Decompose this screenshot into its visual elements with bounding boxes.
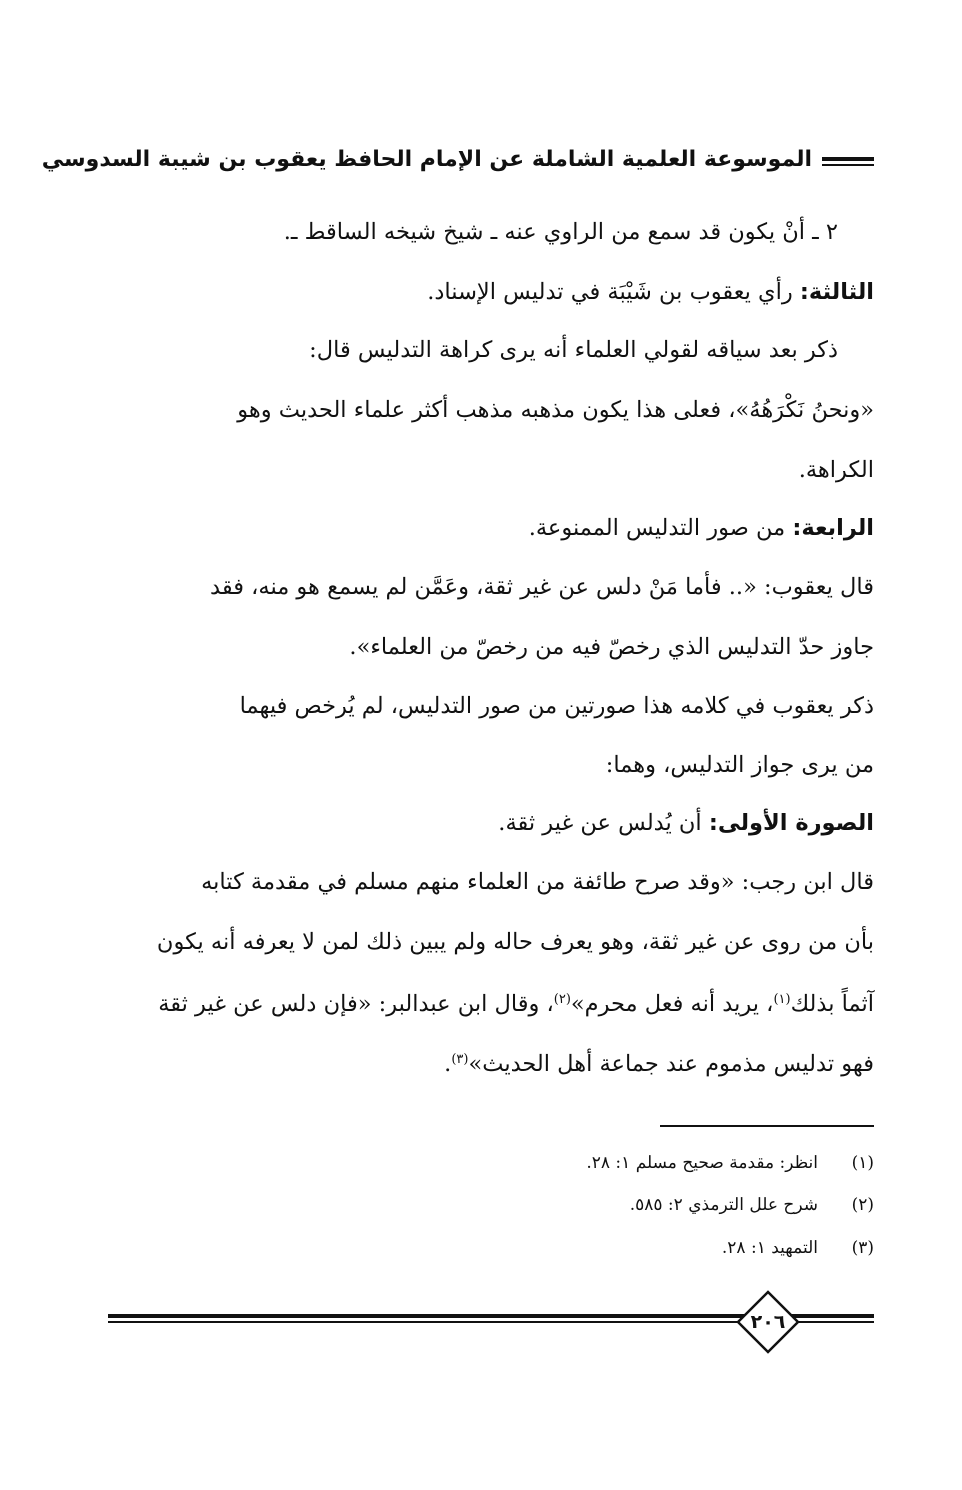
section-heading-third bbox=[427, 272, 874, 312]
footnote-text: انظر: مقدمة صحيح مسلم ١: ٢٨. bbox=[586, 1153, 818, 1173]
paragraph-line: الكراهة. bbox=[798, 457, 874, 483]
footnote-item bbox=[630, 1190, 874, 1220]
paragraph-line: قال ابن رجب: «وقد صرح طائفة من العلماء منهم مسلم في مقدمة كتابه bbox=[201, 869, 874, 895]
page-footer bbox=[108, 1290, 874, 1360]
paragraph-line: «ونحنُ نَكْرَهُهُ»، فعلى هذا يكون مذهبه مذهب أكثر علماء الحديث وهو bbox=[237, 397, 874, 423]
page-number: ٢٠٦ bbox=[750, 1311, 786, 1333]
footnote-ref-2[interactable]: (٢) bbox=[553, 992, 571, 1007]
heading-text: من صور التدليس الممنوعة. bbox=[528, 515, 793, 541]
footnote-number: (٣) bbox=[851, 1238, 874, 1258]
footnote-number: (١) bbox=[851, 1153, 874, 1173]
heading-label: الصورة الأولى: bbox=[708, 810, 874, 836]
paragraph-line: ذكر بعد سياقه لقولي العلماء أنه يرى كراهة التدليس قال: bbox=[309, 337, 838, 363]
paragraph-line: قال يعقوب: «.. فأما مَنْ دلس عن غير ثقة، وعَمَّن لم يسمع هو منه، فقد bbox=[210, 574, 874, 600]
section-heading-first-form bbox=[498, 803, 874, 843]
paragraph-line: جاوز حدّ التدليس الذي رخصّ فيه من رخصّ من العلماء». bbox=[349, 634, 874, 660]
paragraph-line: فهو تدليس مذموم عند جماعة أهل الحديث»$^{(٣)}$. bbox=[444, 1051, 874, 1077]
heading-text: أن يُدلس عن غير ثقة. bbox=[498, 810, 709, 836]
paragraph-line: ٢ ـ أنْ يكون قد سمع من الراوي عنه ـ شيخ شيخه الساقط ـ. bbox=[283, 219, 838, 245]
footnote-text: التمهيد ١: ٢٨. bbox=[721, 1238, 818, 1258]
heading-text: رأي يعقوب بن شَيْبَة في تدليس الإسناد. bbox=[427, 279, 800, 305]
heading-label: الرابعة: bbox=[792, 515, 874, 541]
footnote-ref-1[interactable]: (١) bbox=[773, 992, 791, 1007]
page-number-badge bbox=[736, 1290, 800, 1354]
paragraph-line: ذكر يعقوب في كلامه هذا صورتين من صور التدليس، لم يُرخص فيهما bbox=[239, 693, 874, 719]
footnote-ref-3[interactable]: (٣) bbox=[451, 1052, 469, 1067]
heading-label: الثالثة: bbox=[799, 279, 874, 305]
footnote-item bbox=[586, 1148, 874, 1178]
footnote-separator bbox=[660, 1125, 874, 1127]
paragraph-line: من يرى جواز التدليس، وهما: bbox=[605, 752, 874, 778]
paragraph-line: آثماً بذلك$^{(١)}$، يريد أنه فعل محرم»$^{(٢)}$، وقال ابن عبدالبر: «فإن دلس عن غير ثقة bbox=[158, 991, 874, 1017]
footnote-number: (٢) bbox=[851, 1195, 874, 1215]
footnote-text: شرح علل الترمذي ٢: ٥٨٥. bbox=[629, 1195, 818, 1215]
header-title: الموسوعة العلمية الشاملة عن الإمام الحافظ يعقوب بن شيبة السدوسي bbox=[32, 140, 822, 180]
section-heading-fourth bbox=[529, 508, 874, 548]
footnote-item bbox=[722, 1233, 874, 1263]
running-header bbox=[41, 140, 874, 180]
paragraph-line: بأن من روى عن غير ثقة، وهو يعرف حاله ولم يبين ذلك لمن لا يعرفه أنه يكون bbox=[156, 929, 874, 955]
